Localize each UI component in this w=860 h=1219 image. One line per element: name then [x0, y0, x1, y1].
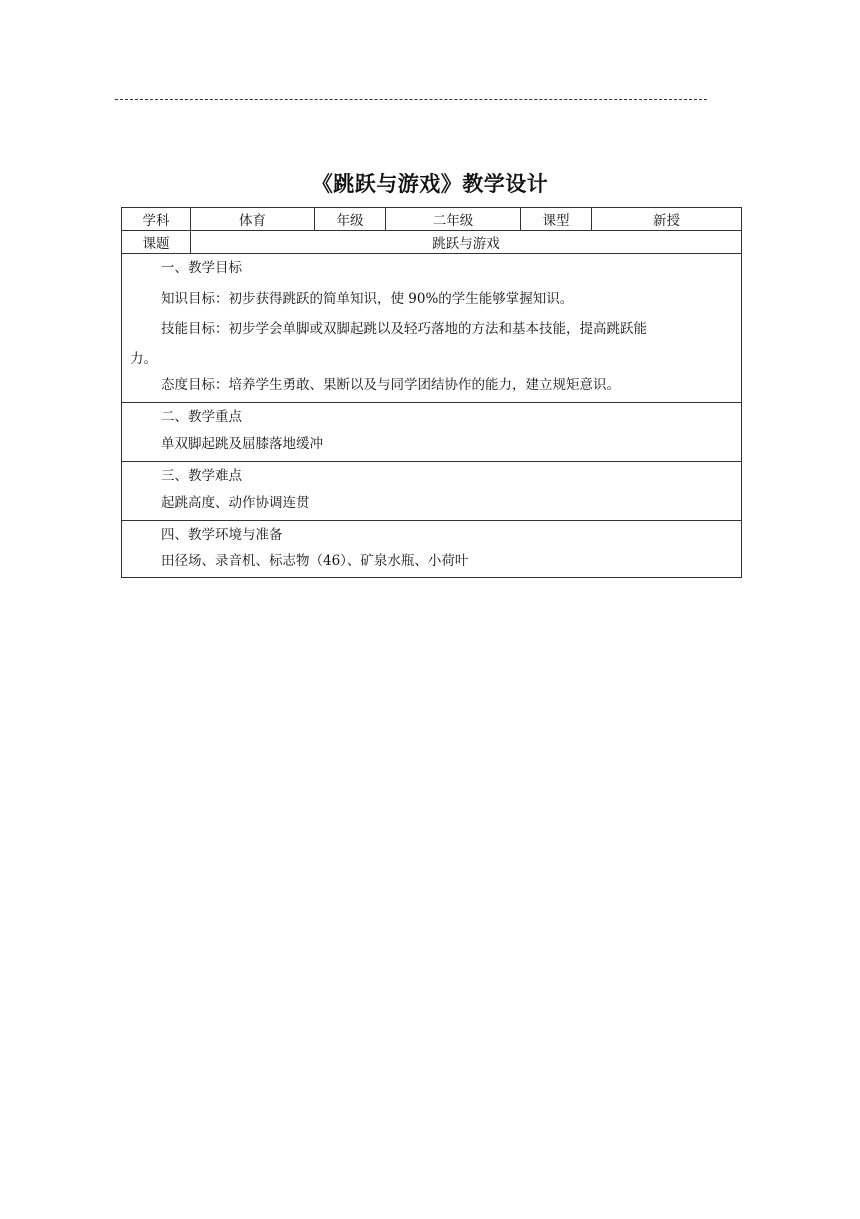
attitude-objective: 态度目标：培养学生勇敢、果断以及与同学团结协作的能力，建立规矩意识。 [161, 377, 620, 393]
lesson-plan-table [121, 207, 742, 578]
topic-row [122, 231, 742, 254]
subject-label: 学科 [122, 208, 191, 231]
key-points-content: 单双脚起跳及屈膝落地缓冲 [161, 436, 323, 452]
skill-objective-line1: 技能目标：初步学会单脚或双脚起跳以及轻巧落地的方法和基本技能，提高跳跃能 [161, 321, 647, 337]
header-dashed-rule [115, 99, 707, 100]
topic-label: 课题 [122, 231, 191, 254]
key-points-section [122, 403, 742, 462]
difficulties-section [122, 462, 742, 521]
difficulties-heading: 三、教学难点 [161, 468, 242, 484]
document-title: 《跳跃与游戏》教学设计 [311, 172, 549, 196]
lesson-type-label: 课型 [521, 208, 592, 231]
objectives-heading: 一、教学目标 [161, 260, 242, 276]
subject-value: 体育 [191, 208, 315, 231]
objectives-section [122, 254, 742, 403]
environment-section [122, 521, 742, 578]
key-points-heading: 二、教学重点 [161, 409, 242, 425]
info-row [122, 208, 742, 231]
grade-value: 二年级 [386, 208, 521, 231]
difficulties-content: 起跳高度、动作协调连贯 [161, 495, 310, 511]
grade-label: 年级 [315, 208, 386, 231]
skill-objective-line2: 力。 [130, 351, 157, 367]
topic-value: 跳跃与游戏 [191, 231, 742, 254]
environment-content: 田径场、录音机、标志物（46）、矿泉水瓶、小荷叶 [161, 553, 469, 569]
knowledge-objective: 知识目标：初步获得跳跃的简单知识，使 90%的学生能够掌握知识。 [161, 291, 574, 307]
lesson-type-value: 新授 [592, 208, 742, 231]
environment-heading: 四、教学环境与准备 [161, 527, 283, 543]
